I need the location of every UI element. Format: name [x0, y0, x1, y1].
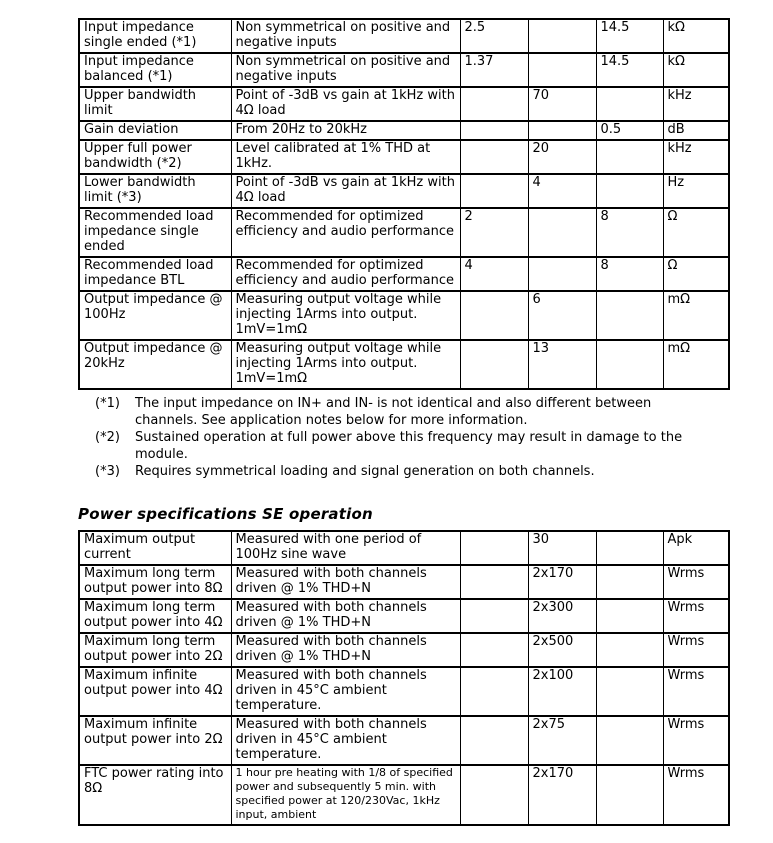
min-cell: [460, 633, 528, 667]
parameter-cell: Maximum long term output power into 8Ω: [79, 565, 231, 599]
table-row: [79, 121, 729, 140]
power-spec-table: [78, 530, 730, 826]
table-row: [79, 599, 729, 633]
max-cell: [596, 667, 663, 716]
power-section-heading: Power specifications SE operation: [78, 505, 373, 523]
min-cell: [460, 667, 528, 716]
parameter-cell: Maximum output current: [79, 531, 231, 565]
table-row: [79, 291, 729, 340]
parameter-cell: Gain deviation: [79, 121, 231, 140]
footnote-label: (*2): [95, 430, 120, 445]
unit-cell: dB: [663, 121, 729, 140]
unit-cell: Hz: [663, 174, 729, 208]
min-cell: [460, 599, 528, 633]
max-cell: [596, 174, 663, 208]
unit-cell: Apk: [663, 531, 729, 565]
unit-cell: Ω: [663, 257, 729, 291]
description-cell: Measured with both channels driven @ 1% THD+N: [231, 633, 460, 667]
min-cell: 2: [460, 208, 528, 257]
parameter-cell: Lower bandwidth limit (*3): [79, 174, 231, 208]
max-cell: [596, 765, 663, 825]
description-cell: Measuring output voltage while injecting 1Arms into output. 1mV=1mΩ: [231, 291, 460, 340]
typ-cell: 4: [528, 174, 596, 208]
unit-cell: kΩ: [663, 19, 729, 53]
parameter-cell: Maximum long term output power into 4Ω: [79, 599, 231, 633]
parameter-cell: Maximum infinite output power into 2Ω: [79, 716, 231, 765]
table-row: [79, 208, 729, 257]
unit-cell: Wrms: [663, 633, 729, 667]
parameter-cell: Recommended load impedance BTL: [79, 257, 231, 291]
unit-cell: kHz: [663, 87, 729, 121]
parameter-cell: Output impedance @ 100Hz: [79, 291, 231, 340]
min-cell: [460, 765, 528, 825]
table-row: [79, 633, 729, 667]
typ-cell: 2x75: [528, 716, 596, 765]
typ-cell: [528, 19, 596, 53]
min-cell: [460, 565, 528, 599]
unit-cell: Ω: [663, 208, 729, 257]
max-cell: 8: [596, 257, 663, 291]
description-cell: Measured with both channels driven @ 1% THD+N: [231, 565, 460, 599]
description-cell: Point of -3dB vs gain at 1kHz with 4Ω load: [231, 87, 460, 121]
table-row: [79, 140, 729, 174]
description-cell: From 20Hz to 20kHz: [231, 121, 460, 140]
max-cell: [596, 565, 663, 599]
description-cell: Measured with one period of 100Hz sine wave: [231, 531, 460, 565]
description-cell: Recommended for optimized efficiency and audio performance: [231, 257, 460, 291]
max-cell: [596, 716, 663, 765]
description-cell: Measured with both channels driven @ 1% THD+N: [231, 599, 460, 633]
max-cell: [596, 291, 663, 340]
footnote-text: The input impedance on IN+ and IN- is not identical and also different between channels. See application notes below for more information.: [135, 396, 652, 428]
unit-cell: mΩ: [663, 291, 729, 340]
typ-cell: [528, 53, 596, 87]
unit-cell: kHz: [663, 140, 729, 174]
max-cell: [596, 87, 663, 121]
min-cell: [460, 531, 528, 565]
table-row: [79, 257, 729, 291]
typ-cell: [528, 121, 596, 140]
min-cell: [460, 716, 528, 765]
typ-cell: 70: [528, 87, 596, 121]
min-cell: 4: [460, 257, 528, 291]
max-cell: [596, 633, 663, 667]
table-row: [79, 531, 729, 565]
table-row: [79, 53, 729, 87]
unit-cell: Wrms: [663, 765, 729, 825]
footnotes: [78, 395, 728, 480]
max-cell: 0.5: [596, 121, 663, 140]
description-cell: Non symmetrical on positive and negative inputs: [231, 53, 460, 87]
footnote-label: (*3): [95, 464, 120, 479]
parameter-cell: Recommended load impedance single ended: [79, 208, 231, 257]
typ-cell: [528, 208, 596, 257]
description-cell: Non symmetrical on positive and negative inputs: [231, 19, 460, 53]
footnote: [78, 463, 728, 480]
unit-cell: Wrms: [663, 667, 729, 716]
max-cell: [596, 340, 663, 389]
table-row: [79, 667, 729, 716]
description-cell: Measured with both channels driven in 45°C ambient temperature.: [231, 716, 460, 765]
unit-cell: Wrms: [663, 565, 729, 599]
parameter-cell: FTC power rating into 8Ω: [79, 765, 231, 825]
table-row: [79, 565, 729, 599]
footnote: [78, 429, 728, 463]
footnote-text: Sustained operation at full power above this frequency may result in damage to the module.: [135, 430, 683, 462]
min-cell: [460, 87, 528, 121]
table-row: [79, 174, 729, 208]
table-row: [79, 765, 729, 825]
table-row: [79, 87, 729, 121]
typ-cell: 2x170: [528, 565, 596, 599]
table-row: [79, 340, 729, 389]
table-row: [79, 716, 729, 765]
description-cell: 1 hour pre heating with 1/8 of specified power and subsequently 5 min. with specified power at 120/230Vac, 1kHz input, ambient: [231, 765, 460, 825]
parameter-cell: Output impedance @ 20kHz: [79, 340, 231, 389]
typ-cell: 30: [528, 531, 596, 565]
typ-cell: 13: [528, 340, 596, 389]
parameter-cell: Input impedance balanced (*1): [79, 53, 231, 87]
min-cell: [460, 140, 528, 174]
description-cell: Measured with both channels driven in 45°C ambient temperature.: [231, 667, 460, 716]
min-cell: [460, 291, 528, 340]
typ-cell: 6: [528, 291, 596, 340]
footnote-text: Requires symmetrical loading and signal generation on both channels.: [135, 464, 595, 479]
typ-cell: 2x300: [528, 599, 596, 633]
typ-cell: 2x100: [528, 667, 596, 716]
description-cell: Point of -3dB vs gain at 1kHz with 4Ω load: [231, 174, 460, 208]
min-cell: 1.37: [460, 53, 528, 87]
min-cell: [460, 340, 528, 389]
footnote-label: (*1): [95, 396, 120, 411]
description-cell: Recommended for optimized efficiency and audio performance: [231, 208, 460, 257]
table-row: [79, 19, 729, 53]
max-cell: [596, 599, 663, 633]
typ-cell: 2x170: [528, 765, 596, 825]
max-cell: 14.5: [596, 53, 663, 87]
unit-cell: Wrms: [663, 599, 729, 633]
description-cell: Level calibrated at 1% THD at 1kHz.: [231, 140, 460, 174]
parameter-cell: Maximum infinite output power into 4Ω: [79, 667, 231, 716]
min-cell: [460, 121, 528, 140]
min-cell: 2.5: [460, 19, 528, 53]
parameter-cell: Input impedance single ended (*1): [79, 19, 231, 53]
typ-cell: [528, 257, 596, 291]
max-cell: [596, 531, 663, 565]
unit-cell: mΩ: [663, 340, 729, 389]
description-cell: Measuring output voltage while injecting 1Arms into output. 1mV=1mΩ: [231, 340, 460, 389]
unit-cell: Wrms: [663, 716, 729, 765]
parameter-cell: Maximum long term output power into 2Ω: [79, 633, 231, 667]
unit-cell: kΩ: [663, 53, 729, 87]
parameter-cell: Upper bandwidth limit: [79, 87, 231, 121]
general-spec-table: [78, 18, 730, 390]
max-cell: 8: [596, 208, 663, 257]
typ-cell: 20: [528, 140, 596, 174]
parameter-cell: Upper full power bandwidth (*2): [79, 140, 231, 174]
max-cell: 14.5: [596, 19, 663, 53]
min-cell: [460, 174, 528, 208]
footnote: [78, 395, 728, 429]
max-cell: [596, 140, 663, 174]
typ-cell: 2x500: [528, 633, 596, 667]
